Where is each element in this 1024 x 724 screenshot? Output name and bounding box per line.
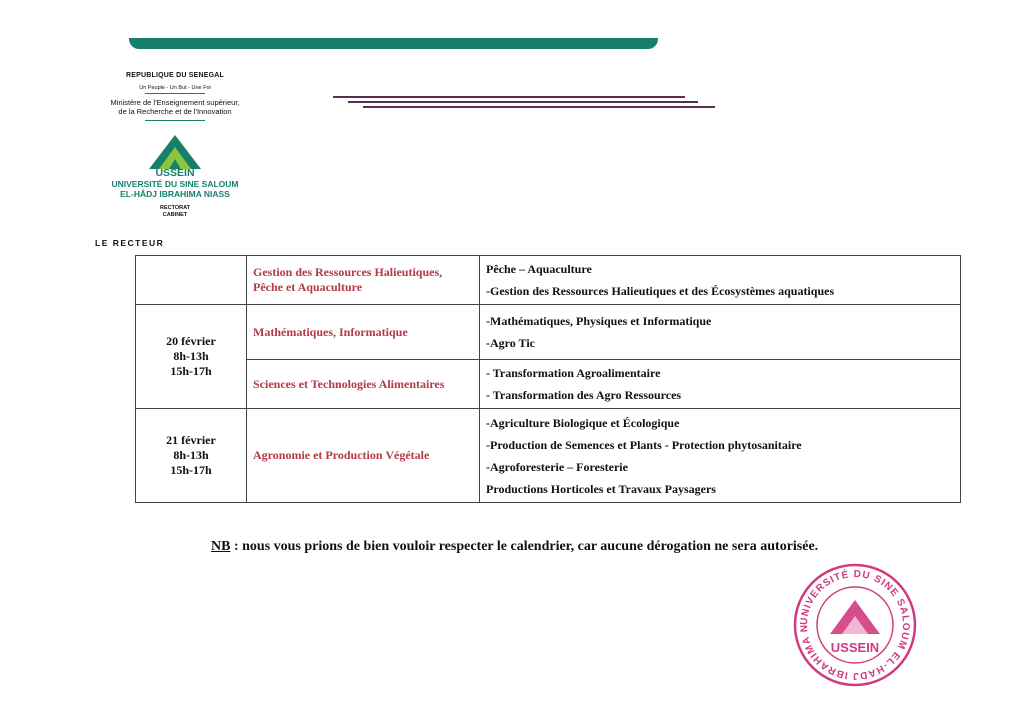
decorative-line [363,106,715,108]
table-row [136,305,961,360]
field-name: Gestion des Ressources Halieutiques, Pêche et Aquaculture [253,265,443,294]
note [211,539,818,555]
specialties-cell [480,256,961,305]
specialties-cell [480,305,961,360]
exam-time-morning: 8h-13h [173,349,209,363]
specialty-item: - Transformation Agroalimentaire [486,366,661,380]
specialties-cell [480,360,961,409]
university-name-line-1: UNIVERSITÉ DU SINE SALOUM [111,179,239,189]
recteur-label: LE RECTEUR [95,238,165,248]
specialty-item: -Gestion des Ressources Halieutiques et des Écosystèmes aquatiques [486,284,835,298]
date-cell [136,305,247,409]
exam-time-afternoon: 15h-17h [170,364,212,378]
decorative-line [348,101,698,103]
table-row [136,256,961,305]
specialty-item: Productions Horticoles et Travaux Paysagers [486,481,716,496]
university-name-line-2: EL-HÂDJ IBRAHIMA NIASS [120,189,230,199]
field-cell [247,360,480,409]
rectorat-label: RECTORAT [159,205,191,211]
exam-time-morning: 8h-13h [173,448,209,462]
specialty-item: -Agriculture Biologique et Écologique [486,415,680,430]
specialty-item: -Mathématiques, Physiques et Informatique [486,314,712,328]
specialty-item: Pêche – Aquaculture [486,262,592,276]
divider [145,120,205,121]
note-label: NB [211,539,231,554]
specialties-cell [480,409,961,503]
exam-date: 21 février [166,433,216,447]
ministry-line-2: de la Recherche et de l'Innovation [118,107,232,116]
exam-time-afternoon: 15h-17h [170,463,212,477]
cabinet-label: CABINET [162,212,188,218]
republic-title: REPUBLIQUE DU SENEGAL [126,72,224,79]
field-cell [247,256,480,305]
official-stamp [790,560,920,690]
specialty-item: -Agroforesterie – Foresterie [486,459,628,474]
ministry-line-1: Ministère de l'Enseignement supérieur, [110,98,240,107]
specialty-item: -Production de Semences et Plants - Protection phytosanitaire [486,437,802,452]
header-band [129,38,658,49]
field-cell [247,409,480,503]
date-cell [136,256,247,305]
divider [145,93,205,94]
table-row [136,360,961,409]
stamp-center-text: USSEIN [830,640,880,655]
schedule-table [135,255,961,503]
specialty-item: -Agro Tic [486,336,536,350]
note-text: : nous vous prions de bien vouloir respecter le calendrier, car aucune dérogation ne sera autorisée. [230,539,819,554]
letterhead [80,72,270,219]
stamp-icon [790,560,920,690]
mountain-logo-icon [145,133,205,169]
logo-name: USSEIN [155,167,195,179]
stamp-ring-text: UNIVERSITÉ DU SINE SALOUM EL-HADJ IBRAHIMA N [798,568,912,682]
exam-date: 20 février [166,334,216,348]
date-cell [136,409,247,503]
field-cell [247,305,480,360]
specialty-item: - Transformation des Agro Ressources [486,388,682,402]
table-row [136,409,961,503]
national-motto: Un Peuple - Un But - Une Foi [139,85,211,91]
decorative-line [333,96,685,98]
field-name: Agronomie et Production Végétale [253,448,430,462]
field-name: Sciences et Technologies Alimentaires [253,376,445,391]
field-name: Mathématiques, Informatique [253,324,408,339]
